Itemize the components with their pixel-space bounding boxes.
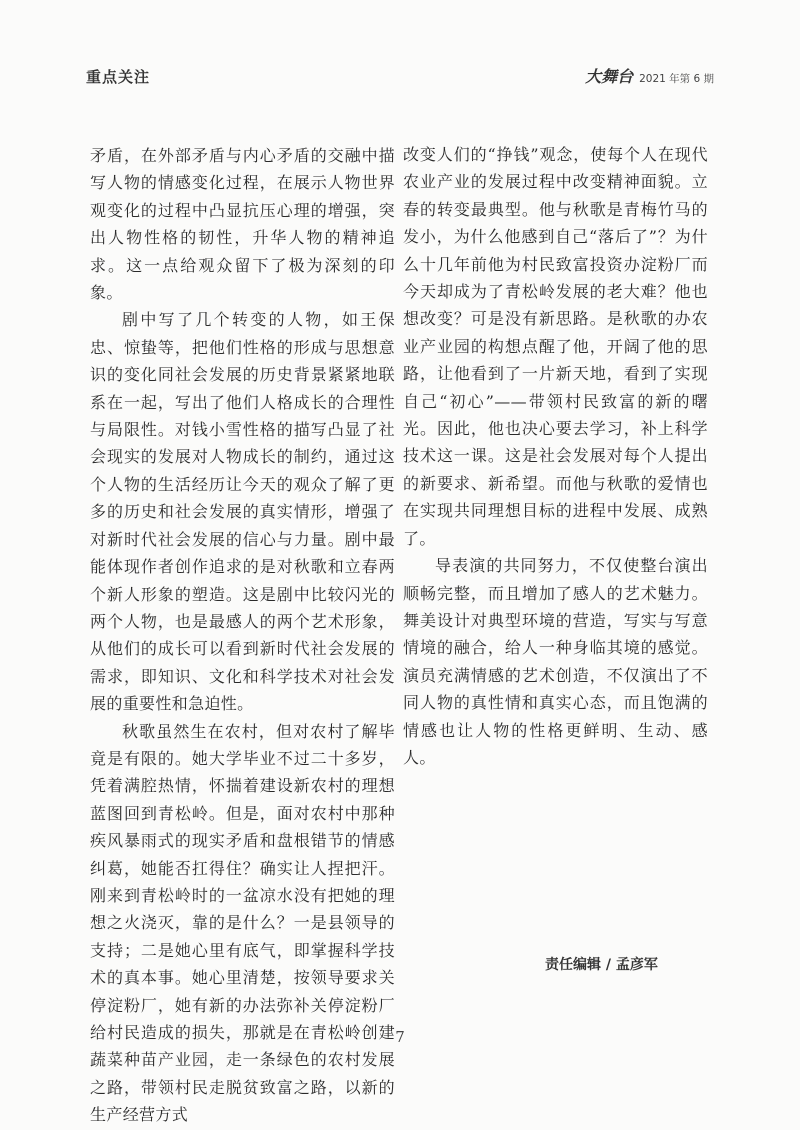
left-paragraph-1: 矛盾，在外部矛盾与内心矛盾的交融中描写人物的情感变化过程，在展示人物世界观变化的过程中凸显抗压心理的增强，突出人物性格的韧性，升华人物的精神追求。这一点给观众留下了极为深刻的印象。: [90, 146, 395, 303]
right-column: [403, 141, 708, 771]
right-paragraph-1: 改变人们的“挣钱”观念，使每个人在现代农业产业的发展过程中改变精神面貌。立春的转变最典型。他与秋歌是青梅竹马的发小，为什么他感到自己“落后了”？为什么十几年前他为村民致富投资办淀粉厂而今天却成为了青松岭发展的老大难？他也想改变？可是没有新思路。是秋歌的办农业产业园的构想点醒了他，开阔了他的思路，让他看到了一片新天地，看到了实现自己“初心”——带领村民致富的新的曙光。因此，他也决心要去学习，补上科学技术这一课。这是社会发展对每个人提出的新要求、新希望。而他与秋歌的爱情也在实现共同理想目标的进程中发展、成熟了。: [403, 145, 708, 548]
section-label: 重点关注: [86, 68, 151, 86]
masthead: [585, 64, 714, 87]
left-paragraph-2: 剧中写了几个转变的人物，如王保忠、惊蛰等，把他们性格的形成与思想意识的变化同社会发展的历史背景紧紧地联系在一起，写出了他们人格成长的合理性与局限性。对钱小雪性格的描写凸显了社会现实的发展对人物成长的制约，通过这个人物的生活经历让今天的观众了解了更多的历史和社会发展的真实情形，增强了对新时代社会发展的信心与力量。剧中最能体现作者创作追求的是对秋歌和立春两个新人形象的塑造。这是剧中比较闪光的两个人物，也是最感人的两个艺术形象，从他们的成长可以看到新时代社会发展的需求，即知识、文化和科学技术对社会发展的重要性和急迫性。: [90, 310, 395, 714]
right-paragraph-2: 导表演的共同努力，不仅使整台演出顺畅完整，而且增加了感人的艺术魅力。舞美设计对典型环境的营造，写实与写意情境的融合，给人一种身临其境的感觉。演员充满情感的艺术创造，不仅演出了不同人物的真性情和真实心态，而且饱满的情感也让人物的性格更鲜明、生动、感人。: [403, 556, 708, 767]
left-column: [90, 142, 395, 1129]
left-paragraph-3: 秋歌虽然生在农村，但对农村了解毕竟是有限的。她大学毕业不过二十多岁，凭着满腔热情，怀揣着建设新农村的理想蓝图回到青松岭。但是，面对农村中那种疾风暴雨式的现实矛盾和盘根错节的情感纠葛，她能否扛得住？确实让人捏把汗。刚来到青松岭时的一盆凉水没有把她的理想之火浇灭，靠的是什么？一是县领导的支持；二是她心里有底气，即掌握科学技术的真本事。她心里清楚，按领导要求关停淀粉厂，她有新的办法弥补关停淀粉厂给村民造成的损失，那就是在青松岭创建蔬菜种苗产业园，走一条绿色的农村发展之路，带领村民走脱贫致富之路，以新的生产经营方式: [90, 721, 395, 1125]
editor-credit: 责任编辑 / 孟彦军: [545, 957, 658, 973]
page-number: 7: [395, 1028, 405, 1046]
magazine-name: 大舞台: [585, 67, 634, 86]
issue-info: 2021 年第 6 期: [639, 73, 714, 85]
